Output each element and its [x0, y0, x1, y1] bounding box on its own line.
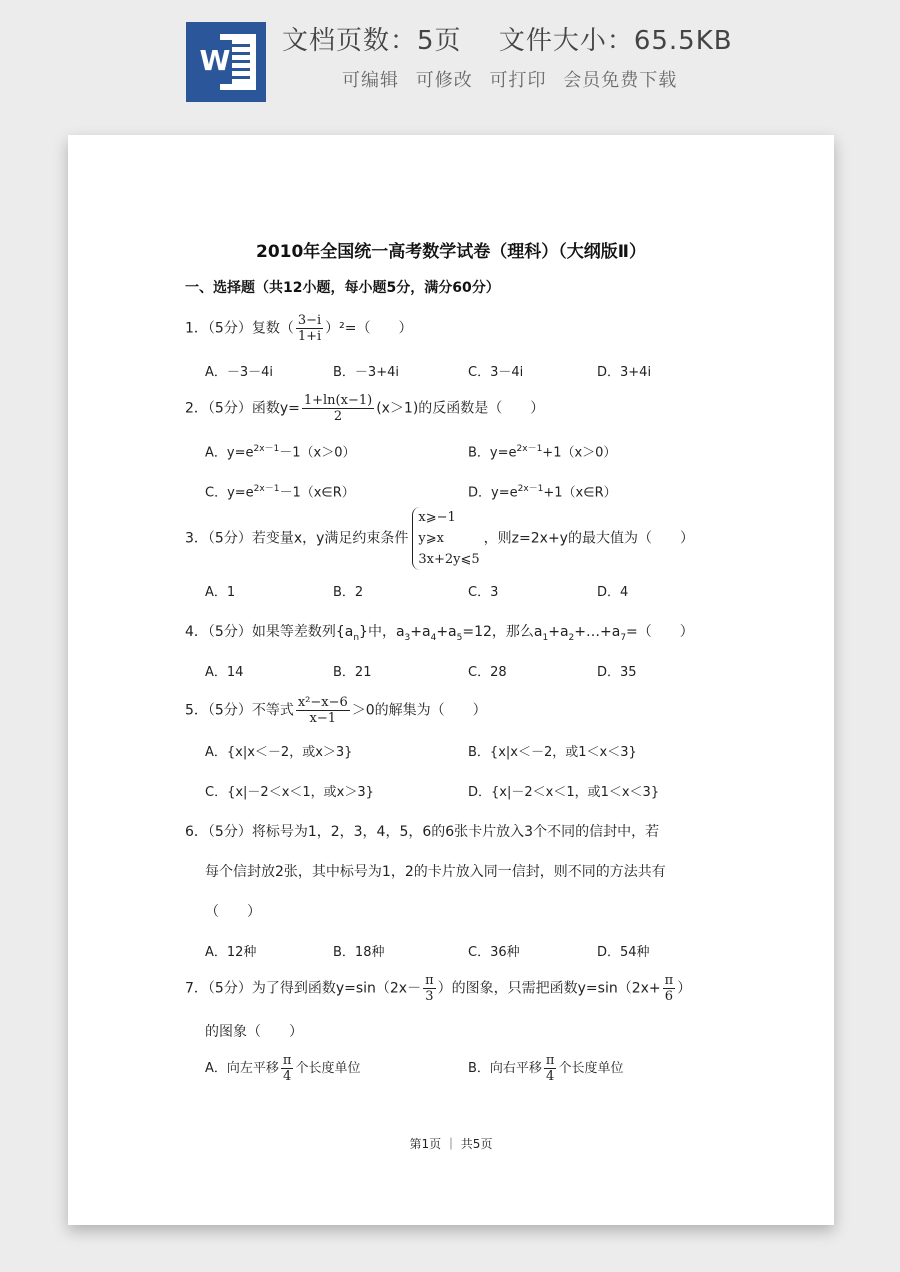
- feature-modifiable: 可修改: [415, 70, 473, 91]
- fraction: $\frac{1+\ln(x-1)}{2}$: [303, 393, 373, 424]
- q1-option-b: B．－3+4i: [333, 365, 399, 380]
- q6-option-b: B．18种: [333, 945, 385, 960]
- q3-option-b: B．2: [333, 585, 364, 600]
- document-page: [68, 135, 834, 1225]
- question-4: 4．（5分）如果等差数列$\{a_n\}$中，$a_3+a_4+a_5=12$，那么$a_1+a_2+\dots+a_7=$（ ）: [185, 624, 694, 643]
- q3-option-c: C．3: [468, 585, 499, 600]
- page-count: 文档页数：5页: [282, 26, 462, 56]
- q5-option-b: B．{x|x＜－2，或1＜x＜3}: [468, 745, 637, 760]
- q3-option-a: A．1: [205, 585, 236, 600]
- question-7: 7．（5分）为了得到函数y=sin（2x－ $\frac{\pi}{3}$ ）的图象，只需把函数y=sin（2x+ $\frac{\pi}{6}$ ）: [185, 973, 692, 1004]
- feature-editable: 可编辑: [342, 70, 399, 91]
- word-icon: [186, 22, 266, 102]
- q2-option-a: A．$y=e^{2x-1}-1(x>0)$: [205, 444, 356, 461]
- section-heading: 一、选择题（共12小题，每小题5分，满分60分）: [185, 280, 500, 296]
- q1-option-c: C．3－4i: [468, 365, 524, 380]
- q3-option-d: D．4: [597, 585, 629, 600]
- question-3: 3．（5分）若变量x，y满足约束条件 x⩾−1 y⩾x 3x+2y⩽5 ，则z=2x+y的最大值为（ ）: [185, 507, 694, 570]
- question-7-line-2: 的图象（ ）: [205, 1024, 303, 1040]
- page-footer: 第1页 ｜ 共5页: [409, 1137, 493, 1151]
- q7-option-a: A．向左平移 $\frac{\pi}{4}$ 个长度单位: [205, 1053, 361, 1084]
- q2-option-c: C．$y=e^{2x-1}-1(x\in R)$: [205, 484, 355, 501]
- q6-option-c: C．36种: [468, 945, 520, 960]
- q4-option-b: B．21: [333, 665, 372, 680]
- question-5: 5．（5分）不等式 $\frac{\text{x²−x−6}}{x-1}$ ＞0的解集为（ ）: [185, 695, 487, 726]
- constraint-system: x⩾−1 y⩾x 3x+2y⩽5: [412, 507, 479, 570]
- q6-option-a: A．12种: [205, 945, 257, 960]
- q2-option-b: B．$y=e^{2x-1}+1(x>0)$: [468, 444, 617, 461]
- q4-option-c: C．28: [468, 665, 507, 680]
- header: [0, 0, 900, 125]
- feature-list: [342, 66, 677, 92]
- question-2: 2．（5分）函数y= $\frac{1+\ln(x-1)}{2}$ (x＞1)的反函数是（ ）: [185, 393, 545, 424]
- question-6-line-2: 每个信封放2张，其中标号为1，2的卡片放入同一信封，则不同的方法共有: [205, 864, 666, 880]
- q5-option-a: A．{x|x＜－2，或x＞3}: [205, 745, 353, 760]
- word-letter: W: [199, 44, 231, 77]
- q6-option-d: D．54种: [597, 945, 650, 960]
- question-1: 1．（5分）复数（ $\frac{3-i}{1+i}$ ）²=（ ）: [185, 313, 413, 344]
- question-6-line-3: （ ）: [205, 904, 261, 920]
- q5-option-d: D．{x|－2＜x＜1，或1＜x＜3}: [468, 785, 660, 800]
- file-size: 文件大小：65.5KB: [498, 26, 733, 56]
- fraction: $\frac{\pi}{3}$: [425, 973, 434, 1004]
- fraction: $\frac{3-i}{1+i}$: [297, 313, 322, 344]
- q7-option-b: B．向右平移 $\frac{\pi}{4}$ 个长度单位: [468, 1053, 624, 1084]
- q1-option-d: D．3+4i: [597, 365, 652, 380]
- page-title: 2010年全国统一高考数学试卷（理科）（大纲版Ⅱ）: [255, 242, 646, 262]
- q4-option-d: D．35: [597, 665, 637, 680]
- question-6: 6．（5分）将标号为1，2，3，4，5，6的6张卡片放入3个不同的信封中，若: [185, 824, 660, 840]
- q5-option-c: C．{x|－2＜x＜1，或x＞3}: [205, 785, 374, 800]
- feature-printable: 可打印: [489, 70, 547, 91]
- feature-member-download: 会员免费下载: [563, 70, 678, 91]
- q1-option-a: A．－3－4i: [205, 365, 274, 380]
- fraction: $\frac{\text{x²−x−6}}{x-1}$: [297, 695, 348, 726]
- q4-option-a: A．14: [205, 665, 244, 680]
- doc-meta: [282, 20, 733, 57]
- q2-option-d: D．$y=e^{2x-1}+1(x\in R)$: [468, 484, 617, 501]
- fraction: $\frac{\pi}{6}$: [664, 973, 674, 1004]
